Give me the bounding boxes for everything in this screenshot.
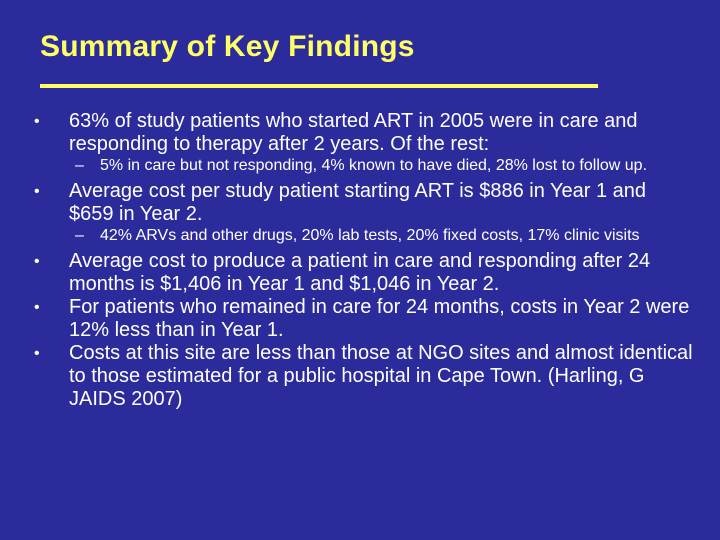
bullet-glyph: • <box>34 253 40 270</box>
bullet-item <box>34 342 694 411</box>
bullet-glyph: • <box>34 183 40 200</box>
sub-bullet-text: 5% in care but not responding, 4% known to have died, 28% lost to follow up. <box>100 157 648 174</box>
sub-bullet-text: 42% ARVs and other drugs, 20% lab tests, 20% fixed costs, 17% clinic visits <box>100 227 640 244</box>
sub-bullet-item <box>34 158 694 174</box>
sub-bullet-glyph: – <box>75 157 84 174</box>
bullet-text: For patients who remained in care for 24 months, costs in Year 2 were 12% less than in Year 1. <box>69 296 690 341</box>
bullet-item <box>34 110 694 156</box>
bullet-text: Costs at this site are less than those at NGO sites and almost identical to those estimated for a public hospital in Cape Town. (Harling, G JAIDS 2007) <box>69 342 693 410</box>
bullet-glyph: • <box>34 345 40 362</box>
sub-bullet-glyph: – <box>75 227 84 244</box>
bullet-item <box>34 180 694 226</box>
bullet-text: Average cost per study patient starting ART is $886 in Year 1 and $659 in Year 2. <box>69 180 647 225</box>
bullet-item <box>34 250 694 296</box>
slide-body <box>34 110 694 411</box>
sub-bullet-item <box>34 228 694 244</box>
bullet-item <box>34 296 694 342</box>
bullet-glyph: • <box>34 299 40 316</box>
title-underline <box>40 84 598 88</box>
bullet-text: Average cost to produce a patient in care and responding after 24 months is $1,406 in Year 1 and $1,046 in Year 2. <box>69 250 651 295</box>
slide-title: Summary of Key Findings <box>40 30 415 63</box>
bullet-glyph: • <box>34 113 40 130</box>
bullet-text: 63% of study patients who started ART in 2005 were in care and responding to therapy after 2 years. Of the rest: <box>69 110 638 155</box>
